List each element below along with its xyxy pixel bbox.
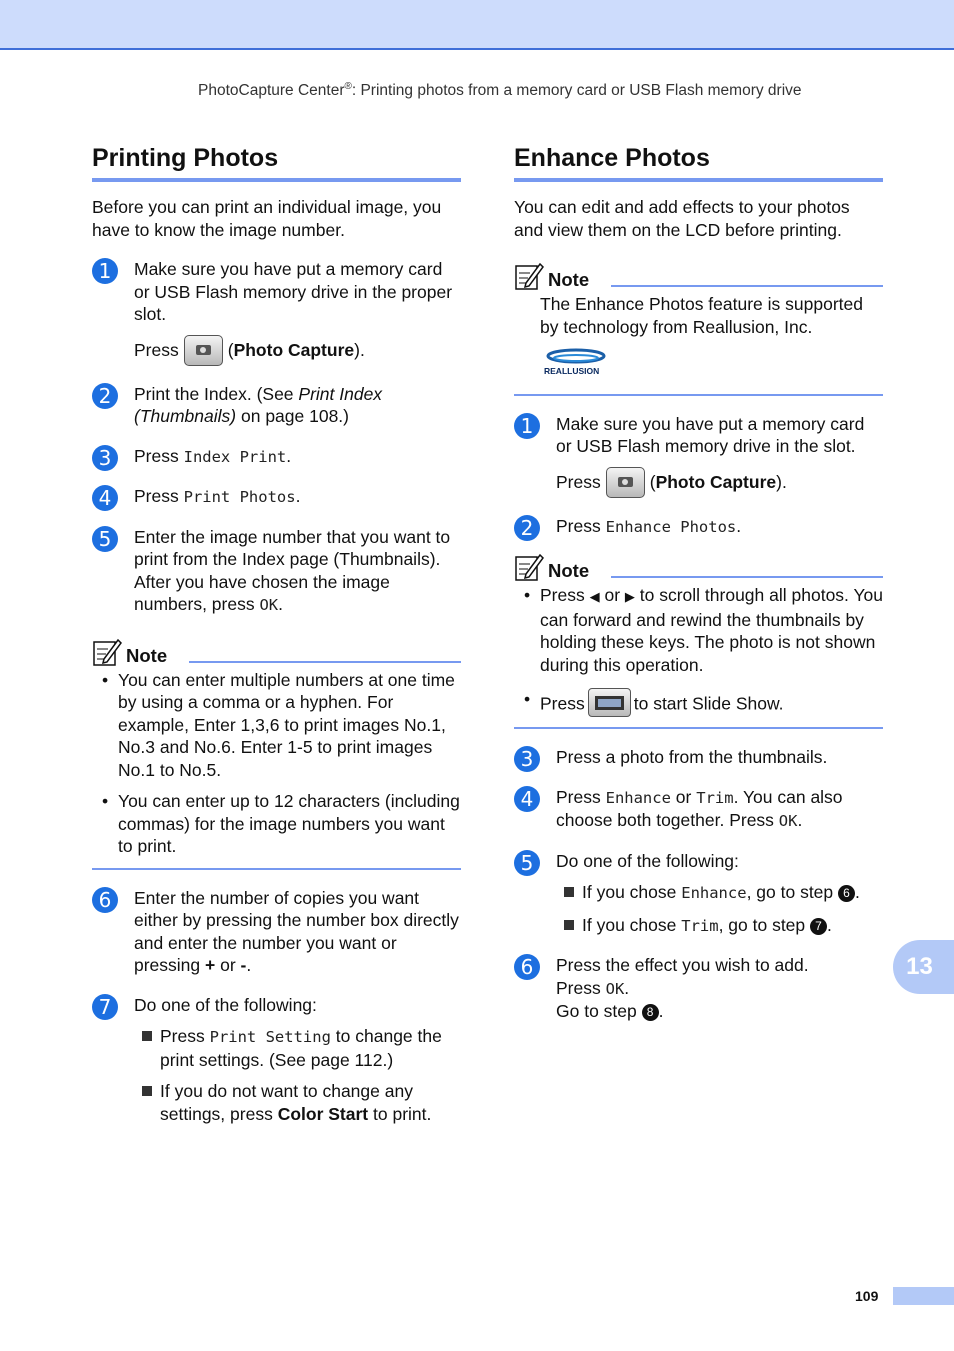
note-box: Note • You can enter multiple numbers at one time by using a comma or a hyphen. For example, Enter 1,3,6 to print images No.1, No.3 and No.6. Enter 1-5 to print images No.1 to No.5. • You can enter up to 12 characters (including commas) for the image numbers you want to print.	[92, 637, 461, 870]
right-arrow-icon: ▶	[624, 589, 635, 604]
step-ref-badge: 6	[838, 885, 855, 902]
left-arrow-icon: ◀	[589, 589, 600, 604]
chapter-tab: 13	[893, 940, 954, 994]
step-number: 4	[514, 786, 540, 812]
step-3: 3 Press a photo from the thumbnails.	[514, 746, 883, 769]
photo-capture-button-icon	[606, 467, 645, 498]
note-pencil-icon	[92, 637, 122, 667]
reallusion-logo	[542, 344, 612, 378]
step-number: 2	[92, 383, 118, 409]
step-number: 6	[92, 887, 118, 913]
top-banner	[0, 0, 954, 50]
intro-text: You can edit and add effects to your photos and view them on the LCD before printing.	[514, 197, 850, 240]
step-number: 1	[92, 258, 118, 284]
step-1: 1 Make sure you have put a memory card or USB Flash memory drive in the slot. Press (Photo Capture).	[514, 413, 883, 498]
intro-text: Before you can print an individual image, you have to know the image number.	[92, 197, 442, 240]
step-number: 5	[92, 526, 118, 552]
option-item: If you chose Trim, go to step 7 .	[556, 914, 883, 938]
note-bullet: • Press to start Slide Show.	[540, 688, 883, 717]
option-item: If you chose Enhance, go to step 6 .	[556, 881, 883, 905]
step-number: 4	[92, 485, 118, 511]
note-pencil-icon	[514, 552, 544, 582]
page-number: 109	[855, 1288, 879, 1304]
note-box: Note • Press ◀ or ▶ to scroll through all photos. You can forward and rewind the thumbnails by holding these keys. The photo is not shown during this operation. • Press to start Slide Show.	[514, 552, 883, 729]
step-4: 4 Press Enhance or Trim. You can also choose both together. Press OK.	[514, 786, 883, 833]
step-number: 5	[514, 850, 540, 876]
option-item: If you do not want to change any settings, press Color Start to print.	[134, 1080, 461, 1125]
step-2: 2 Press Enhance Photos.	[514, 515, 883, 539]
step-3: 3 Press Index Print.	[92, 445, 461, 469]
step-6: 6 Press the effect you wish to add. Press OK. Go to step 8 .	[514, 954, 883, 1023]
cross-reference-link: Print Index (Thumbnails)	[134, 383, 383, 426]
step-5: 5 Enter the image number that you want to print from the Index page (Thumbnails). After you have chosen the image numbers, press OK.	[92, 526, 461, 617]
slide-show-button-icon	[588, 688, 631, 717]
option-item: Press Print Setting to change the print settings. (See page 112.)	[134, 1025, 461, 1071]
step-1: 1 Make sure you have put a memory card or USB Flash memory drive in the proper slot. Press (Photo Capture).	[92, 258, 461, 366]
note-bullet: • You can enter multiple numbers at one time by using a comma or a hyphen. For example, Enter 1,3,6 to print images No.1, No.3 and No.6. Enter 1-5 to print images No.1 to No.5.	[102, 669, 455, 780]
page-number-bar	[893, 1287, 954, 1305]
note-bullet: • Press ◀ or ▶ to scroll through all photos. You can forward and rewind the thumbnails by holding these keys. The photo is not shown during this operation.	[524, 585, 883, 675]
step-number: 3	[514, 746, 540, 772]
svg-text:REALLUSION: REALLUSION	[544, 366, 600, 376]
section-title-enhance-photos: Enhance Photos	[514, 143, 883, 182]
step-ref-badge: 8	[642, 1004, 659, 1021]
note-box: Note The Enhance Photos feature is supported by technology from Reallusion, Inc. REALLUSION	[514, 261, 883, 396]
step-5: 5 Do one of the following: If you chose Enhance, go to step 6 . If you chose Trim, go to step 7 .	[514, 850, 883, 938]
step-2: 2 Print the Index. (See Print Index (Thumbnails) on page 108.)	[92, 383, 461, 428]
step-number: 2	[514, 515, 540, 541]
step-number: 3	[92, 445, 118, 471]
running-head: PhotoCapture Center®: Printing photos from a memory card or USB Flash memory drive	[198, 81, 802, 100]
step-7: 7 Do one of the following: Press Print Setting to change the print settings. (See page 112.) If you do not want to change any settings, press Color Start to print.	[92, 994, 461, 1126]
step-4: 4 Press Print Photos.	[92, 485, 461, 509]
left-column	[92, 143, 461, 1125]
step-number: 7	[92, 994, 118, 1020]
step-6: 6 Enter the number of copies you want either by pressing the number box directly and enter the number you want or pressing + or -.	[92, 887, 461, 977]
section-title-printing-photos: Printing Photos	[92, 143, 461, 182]
step-number: 1	[514, 413, 540, 439]
photo-capture-button-icon	[184, 335, 223, 366]
step-number: 6	[514, 954, 540, 980]
note-bullet: • You can enter up to 12 characters (including commas) for the image numbers you want to print.	[102, 791, 460, 856]
right-column	[514, 143, 883, 1023]
step-ref-badge: 7	[810, 918, 827, 935]
note-pencil-icon	[514, 261, 544, 291]
